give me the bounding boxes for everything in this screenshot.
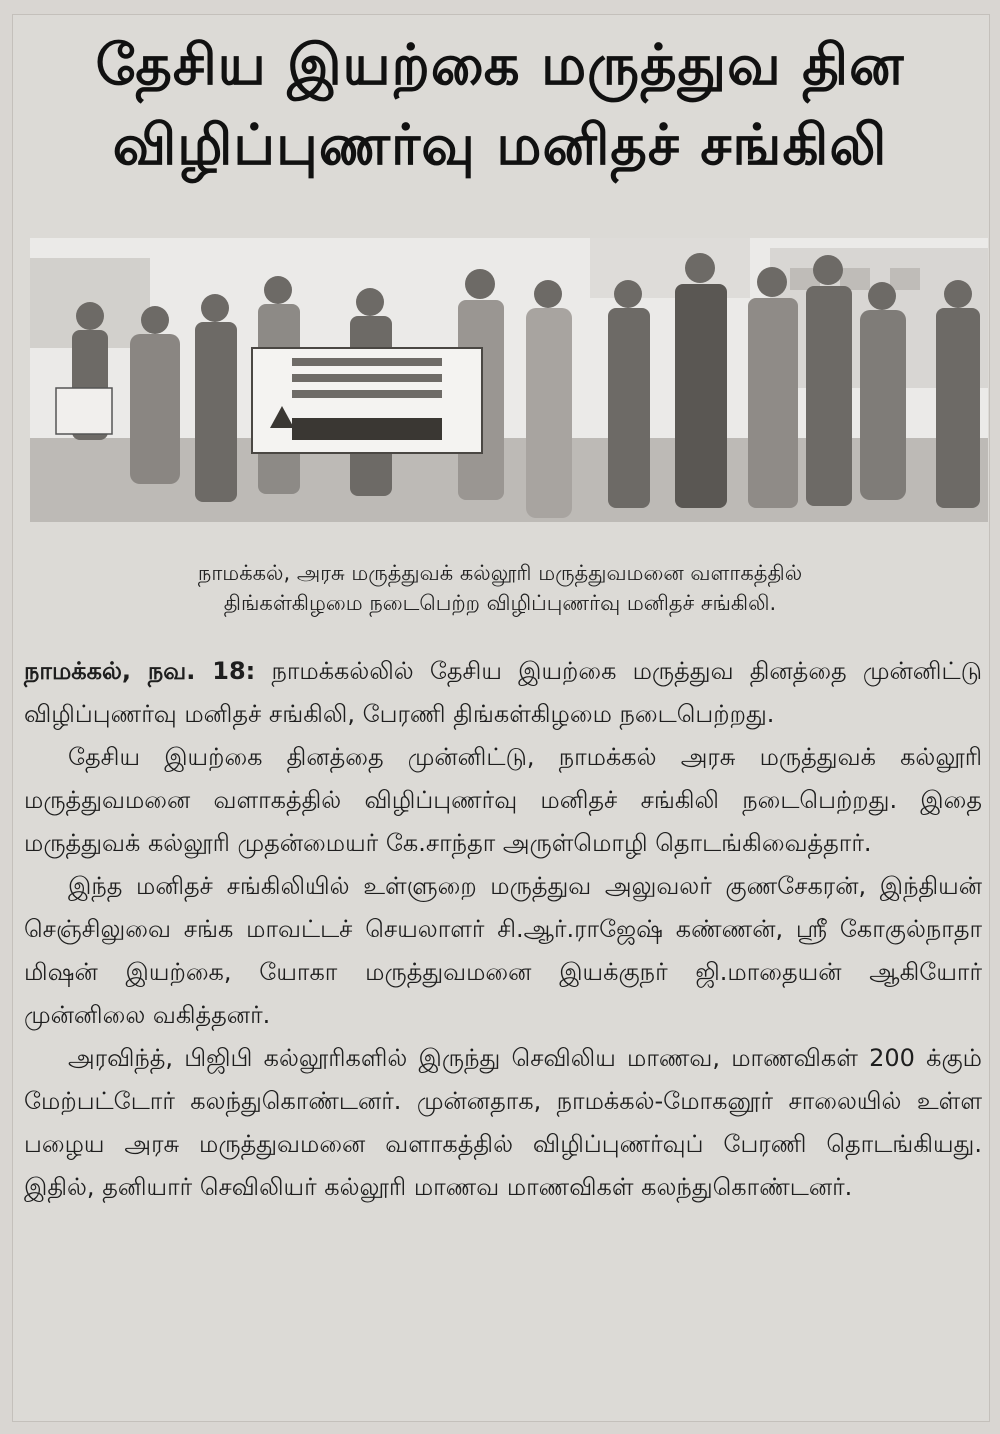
paragraph-2: தேசிய இயற்கை தினத்தை முன்னிட்டு, நாமக்கல் அரசு மருத்துவக் கல்லூரி மருத்துவமனை வளாகத்தில் விழிப்புணர்வு மனிதச் சங்கிலி நடைபெற்றது. இதை மருத்துவக் கல்லூரி முதன்மையர் கே.சாந்தா அருள்மொழி தொடங்கிவைத்தார். bbox=[24, 743, 982, 857]
article-body bbox=[24, 650, 982, 1209]
dateline: நாமக்கல், நவ. 18: bbox=[24, 657, 256, 685]
headline bbox=[0, 26, 1000, 186]
paragraph-1-text: நாமக்கல்லில் தேசிய இயற்கை மருத்துவ தினத்தை முன்னிட்டு விழிப்புணர்வு மனிதச் சங்கிலி, பேரணி திங்கள்கிழமை நடைபெற்றது. bbox=[24, 657, 982, 728]
paragraph-3: இந்த மனிதச் சங்கிலியில் உள்ளுறை மருத்துவ அலுவலர் குணசேகரன், இந்தியன் செஞ்சிலுவை சங்க மாவட்டச் செயலாளர் சி.ஆர்.ராஜேஷ் கண்ணன், ஸ்ரீ கோகுல்நாதா மிஷன் இயற்கை, யோகா மருத்துவமனை இயக்குநர் ஜி.மாதையன் ஆகியோர் முன்னிலை வகித்தனர். bbox=[24, 872, 982, 1029]
paragraph-1 bbox=[24, 650, 982, 736]
caption-line-2: திங்கள்கிழமை நடைபெற்ற விழிப்புணர்வு மனிதச் சங்கிலி. bbox=[223, 591, 777, 615]
news-photo bbox=[30, 238, 988, 522]
headline-line-2: விழிப்புணர்வு மனிதச் சங்கிலி bbox=[112, 113, 888, 178]
paragraph-4: அரவிந்த், பிஜிபி கல்லூரிகளில் இருந்து செவிலிய மாணவ, மாணவிகள் 200 க்கும் மேற்பட்டோர் கலந்துகொண்டனர். முன்னதாக, நாமக்கல்-மோகனூர் சாலையில் உள்ள பழைய அரசு மருத்துவமனை வளாகத்தில் விழிப்புணர்வுப் பேரணி தொடங்கியது. இதில், தனியார் செவிலியர் கல்லூரி மாணவ மாணவிகள் கலந்துகொண்டனர். bbox=[24, 1044, 982, 1201]
group-photo-human-chain bbox=[30, 238, 988, 522]
headline-line-1: தேசிய இயற்கை மருத்துவ தின bbox=[95, 33, 905, 98]
photo-caption bbox=[0, 558, 1000, 618]
caption-line-1: நாமக்கல், அரசு மருத்துவக் கல்லூரி மருத்துவமனை வளாகத்தில் bbox=[197, 561, 803, 585]
